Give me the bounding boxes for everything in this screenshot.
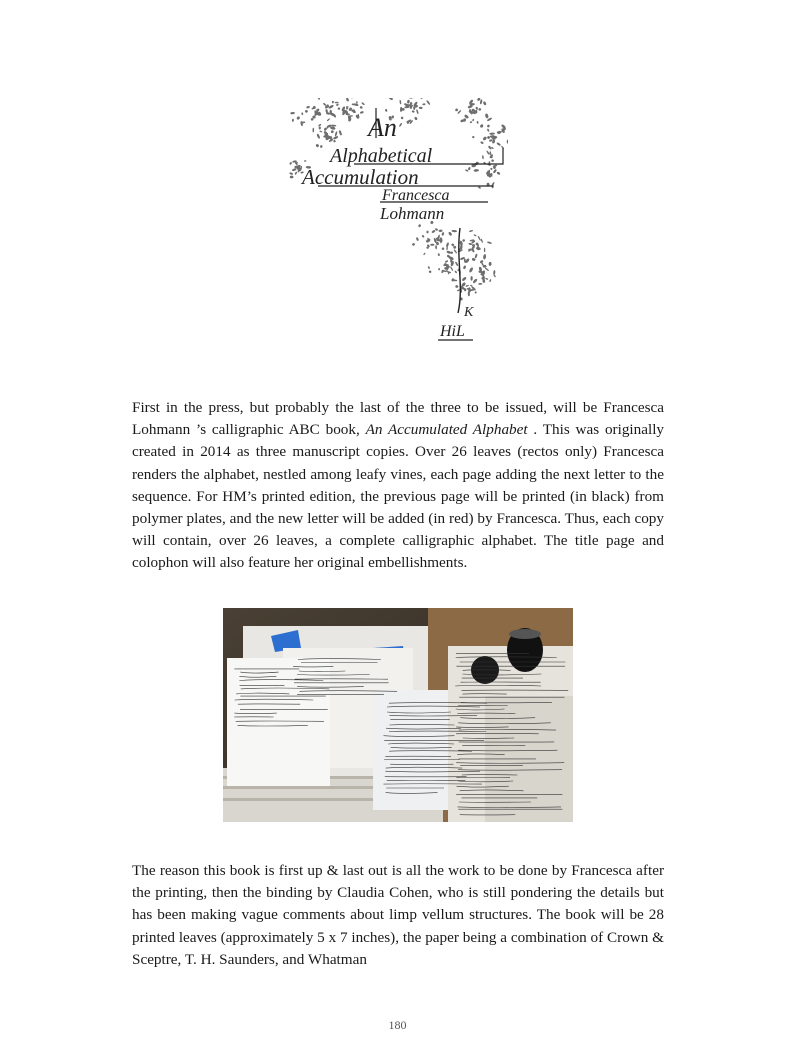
vine-leaf (336, 103, 339, 106)
vine-leaf (493, 270, 495, 275)
vine-leaf (328, 104, 334, 109)
vine-leaf (476, 121, 478, 124)
vine-leaf (332, 101, 334, 104)
art-line-4: Francesca (382, 187, 450, 204)
vine-leaf (448, 231, 453, 236)
vine-leaf (469, 267, 474, 273)
vine-leaf (337, 107, 340, 110)
vine-leaf (420, 98, 423, 99)
vine-leaf (320, 145, 323, 148)
vine-leaf (431, 229, 436, 233)
vine-leaf (412, 110, 415, 113)
vine-leaf (419, 107, 423, 109)
vine-leaf (385, 109, 388, 112)
art-line-6: K (464, 305, 474, 320)
vine-leaf (478, 283, 482, 285)
vine-leaf (438, 253, 440, 256)
photo-manuscript-sheets (223, 608, 573, 822)
vine-leaf (478, 108, 482, 112)
vine-leaf (453, 249, 457, 254)
vine-leaf (418, 224, 421, 228)
vine-leaf (477, 236, 481, 241)
vine-leaf (487, 128, 490, 132)
vine-leaf (426, 100, 431, 105)
vine-leaf (469, 230, 473, 233)
vine-leaf (490, 167, 493, 170)
vine-leaf (318, 123, 322, 126)
vine-leaf (323, 102, 327, 106)
vine-leaf (489, 262, 492, 266)
vine-leaf (486, 150, 490, 155)
vine-leaf (335, 102, 339, 104)
paragraph-intro-text-a: First in the press, but probably the last of the three to be issued, will be Francesca Lohmann ’s calligraphic ABC book, (132, 399, 664, 439)
vine-leaf (477, 98, 481, 101)
vine-leaf (306, 106, 310, 109)
vine-leaf (441, 232, 444, 236)
vine-leaf (485, 267, 490, 271)
vine-leaf (435, 245, 437, 249)
vine-leaf (360, 111, 364, 114)
vine-leaf (489, 132, 495, 135)
vine-leaf (319, 126, 321, 129)
vine-leaf (356, 101, 358, 104)
vine-leaf (484, 248, 485, 252)
vine-leaf (423, 252, 426, 255)
vine-leaf (481, 239, 484, 243)
vine-leaf (315, 144, 319, 148)
vine-leaf (491, 159, 494, 162)
vine-leaf (304, 109, 308, 113)
vine-leaf (400, 116, 403, 119)
vine-leaf (474, 291, 477, 294)
vine-leaf (346, 98, 350, 102)
art-line-2: Alphabetical (330, 145, 433, 167)
vine-leaf (313, 128, 315, 133)
vine-leaf (480, 141, 484, 145)
vine-leaf (472, 118, 475, 121)
vine-leaf (472, 136, 475, 139)
vine-leaf (483, 101, 487, 106)
vine-leaf (292, 168, 297, 172)
vine-leaf (438, 229, 442, 232)
vine-leaf (399, 100, 401, 105)
vine-leaf (465, 169, 469, 172)
vine-leaf (335, 131, 338, 136)
vine-leaf (319, 130, 322, 132)
vine-leaf (493, 274, 496, 278)
vine-leaf (496, 142, 501, 146)
vine-leaf (316, 133, 320, 139)
vine-leaf (454, 270, 457, 273)
vine-leaf (489, 151, 491, 155)
vine-leaf (489, 279, 492, 282)
vine-leaf (470, 276, 472, 281)
vine-leaf (489, 139, 493, 142)
vine-leaf (350, 98, 354, 99)
vine-leaf (497, 131, 502, 134)
vine-leaf (451, 243, 455, 246)
vine-leaf (487, 136, 491, 140)
vine-leaf (331, 125, 336, 127)
vine-leaf (462, 239, 465, 242)
art-line-5: Lohmann (380, 204, 445, 223)
vine-leaf (470, 284, 473, 286)
vine-leaf (485, 113, 489, 119)
vine-leaf (470, 121, 473, 123)
vine-leaf (473, 234, 476, 237)
vine-leaf (480, 99, 483, 104)
vine-leaf (408, 98, 413, 99)
vine-leaf (474, 253, 477, 258)
vine-leaf (414, 116, 418, 120)
vine-leaf (301, 112, 303, 115)
vine-leaf (292, 119, 294, 122)
vine-leaf (412, 243, 416, 247)
art-line-3: Accumulation (302, 165, 419, 189)
vine-leaf (399, 123, 403, 128)
vine-leaf (327, 118, 331, 122)
vine-leaf (493, 169, 497, 174)
vine-leaf (496, 171, 500, 175)
vine-leaf (472, 278, 478, 284)
vine-leaf (438, 268, 440, 270)
vine-leaf (407, 100, 410, 104)
vine-leaf (474, 169, 480, 172)
vine-leaf (485, 278, 488, 281)
vine-leaf (430, 244, 434, 246)
vine-leaf (318, 98, 320, 100)
vine-leaf (465, 285, 469, 288)
vine-leaf (330, 130, 334, 134)
vine-leaf (290, 176, 294, 179)
vine-leaf (450, 251, 453, 254)
vine-leaf (296, 116, 300, 120)
art-line-7: HiL (440, 323, 465, 340)
vine-leaf (422, 103, 425, 105)
vine-leaf (487, 124, 490, 127)
vine-leaf (455, 108, 458, 111)
vine-leaf (289, 172, 293, 175)
vine-leaf (483, 254, 487, 260)
page-number: 180 (388, 1018, 407, 1032)
vine-leaf (455, 285, 459, 289)
vine-leaf (304, 160, 307, 162)
vine-leaf (482, 136, 487, 141)
vine-leaf (461, 276, 466, 281)
book-title: An Accumulated Alphabet (365, 421, 528, 439)
vine-leaf (444, 260, 448, 263)
vine-leaf (388, 98, 394, 101)
vine-leaf (482, 155, 484, 159)
vine-leaf (453, 246, 456, 249)
vine-leaf (289, 162, 292, 165)
vine-leaf (416, 237, 419, 241)
title-page-calligraphy (288, 98, 508, 360)
vine-leaf (441, 247, 444, 250)
vine-leaf (487, 241, 492, 244)
vine-leaf (416, 109, 419, 114)
vine-leaf (361, 102, 365, 106)
vine-leaf (463, 265, 467, 269)
vine-leaf (427, 266, 430, 269)
vine-leaf (446, 250, 451, 254)
paragraph-binding: The reason this book is first up & last out is all the work to be done by Francesca after the printing, then the binding by Claudia Cohen, who is still pondering the details but has been making vague comments about limp vellum structures. The book will be 28 printed leaves (approximately 5 x 7 inches), the paper being a combination of Crown & Sceptre, T. H. Saunders, and Whatman (132, 862, 664, 968)
paragraph-intro-text-b: . This was originally created in 2014 as three manuscript copies. Over 26 leaves (rectos only) Francesca renders the alphabet, nestled among leafy vines, each page adding the next letter to the sequence. For HM’s printed edition, the previous page will be printed (in black) from polymer plates, and the new letter will be added (in red) by Francesca. Thus, each copy will contain, over 26 leaves, a complete calligraphic alphabet. The title page and colophon will also feature her original embellishments. (132, 421, 665, 572)
vine-leaf (421, 235, 424, 238)
vine-leaf (333, 139, 336, 142)
vine-leaf (428, 270, 432, 274)
vine-leaf (450, 266, 454, 271)
art-line-1: An (368, 113, 397, 142)
vine-leaf (426, 231, 428, 234)
vine-leaf (475, 107, 478, 110)
vine-leaf (507, 139, 508, 143)
vine-leaf (359, 106, 363, 109)
vine-leaf (451, 230, 457, 233)
vine-leaf (468, 167, 471, 171)
paragraph-intro (132, 397, 664, 575)
vine-leaf (290, 112, 295, 115)
vine-leaf (294, 171, 297, 175)
vine-leaf (455, 261, 459, 266)
